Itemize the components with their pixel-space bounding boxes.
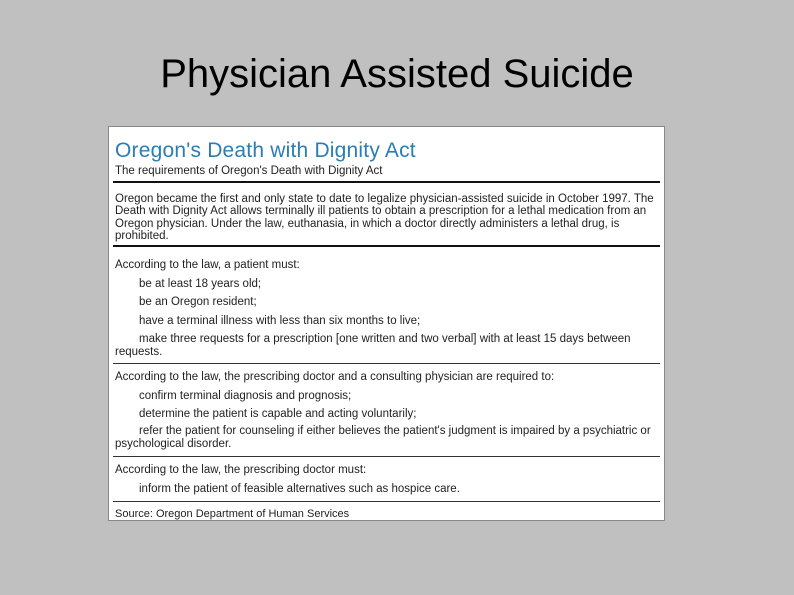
list-item: be at least 18 years old; bbox=[139, 278, 262, 290]
divider bbox=[113, 245, 660, 247]
prescriber-requirements-heading: According to the law, the prescribing doctor must: bbox=[115, 464, 367, 476]
slide-title: Physician Assisted Suicide bbox=[160, 52, 634, 96]
intro-paragraph: Oregon became the first and only state to date to legalize physician-assisted suicide in October 1997. The Death with Dignity Act allows terminally ill patients to obtain a prescription for a lethal medication from an Oregon physician. Under the law, euthanasia, in which a doctor directly administers a lethal drug, is prohibited. bbox=[115, 193, 654, 242]
divider bbox=[113, 501, 660, 502]
list-item: have a terminal illness with less than six months to live; bbox=[139, 315, 421, 327]
list-item: inform the patient of feasible alternatives such as hospice care. bbox=[139, 483, 460, 495]
document-subtitle: The requirements of Oregon's Death with Dignity Act bbox=[115, 165, 383, 177]
document-title: Oregon's Death with Dignity Act bbox=[115, 139, 416, 162]
list-item: confirm terminal diagnosis and prognosis; bbox=[139, 390, 352, 402]
divider bbox=[113, 456, 660, 457]
list-item: be an Oregon resident; bbox=[139, 296, 257, 308]
divider bbox=[113, 363, 660, 364]
list-item: determine the patient is capable and acting voluntarily; bbox=[139, 408, 417, 420]
source-note: Source: Oregon Department of Human Services bbox=[115, 508, 350, 520]
patient-requirements-heading: According to the law, a patient must: bbox=[115, 259, 300, 271]
doctors-requirements-heading: According to the law, the prescribing doctor and a consulting physician are required to: bbox=[115, 371, 555, 383]
divider bbox=[113, 181, 660, 183]
document-image bbox=[108, 126, 665, 521]
list-item: refer the patient for counseling if either believes the patient's judgment is impaired by a psychiatric or psychological disorder. bbox=[115, 425, 651, 450]
list-item: make three requests for a prescription [one written and two verbal] with at least 15 days between requests. bbox=[115, 333, 631, 358]
